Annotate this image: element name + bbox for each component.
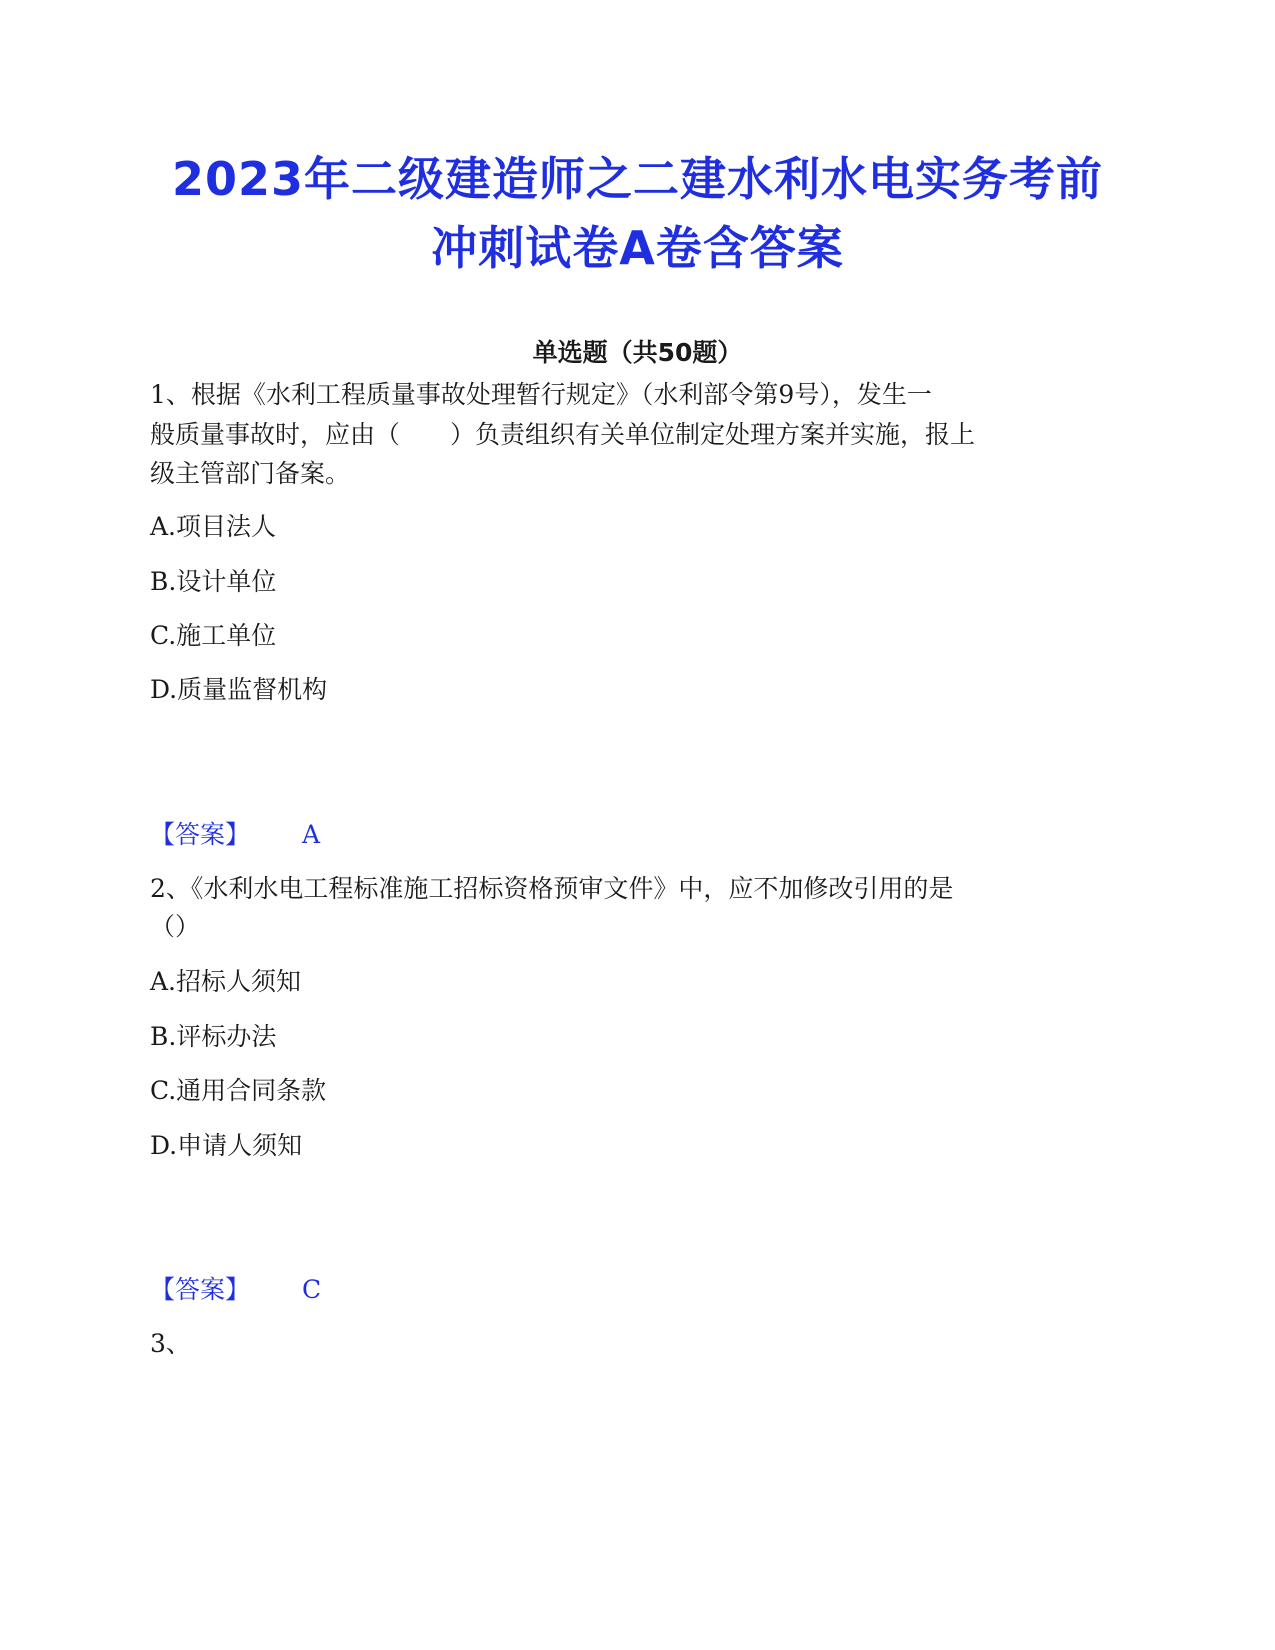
answer-label: 【答案】 xyxy=(150,820,251,849)
question-1-text-line-2: 般质量事故时，应由（ ）负责组织有关单位制定处理方案并实施，报上 xyxy=(150,420,976,449)
answer-value: C xyxy=(302,1275,322,1304)
question-2-text-line-1: 2、《水利水电工程标准施工招标资格预审文件》中，应不加修改引用的是 xyxy=(150,874,954,903)
question-2-text-line-2: （） xyxy=(150,912,201,941)
question-1-option-a: A.项目法人 xyxy=(150,512,277,541)
question-2-option-c: C.通用合同条款 xyxy=(150,1076,327,1105)
question-1-answer xyxy=(150,822,320,847)
question-1-text-line-1: 1、根据《水利工程质量事故处理暂行规定》（水利部令第9号），发生一 xyxy=(150,380,932,409)
question-2-option-a: A.招标人须知 xyxy=(150,967,302,996)
question-2-option-b: B.评标办法 xyxy=(150,1022,277,1051)
question-1-text-line-3: 级主管部门备案。 xyxy=(150,459,351,488)
section-heading: 单选题（共50题） xyxy=(532,338,743,367)
question-2-answer xyxy=(150,1277,321,1302)
question-1-option-d: D.质量监督机构 xyxy=(150,675,328,704)
question-3-text-line-1: 3、 xyxy=(150,1329,191,1358)
answer-label: 【答案】 xyxy=(150,1275,251,1304)
document-title-line-2: 冲刺试卷A卷含答案 xyxy=(431,221,844,275)
answer-value: A xyxy=(302,820,321,849)
question-2-option-d: D.申请人须知 xyxy=(150,1131,303,1160)
document-title-line-1: 2023年二级建造师之二建水利水电实务考前 xyxy=(171,152,1104,206)
question-1-option-b: B.设计单位 xyxy=(150,567,277,596)
question-1-option-c: C.施工单位 xyxy=(150,621,277,650)
